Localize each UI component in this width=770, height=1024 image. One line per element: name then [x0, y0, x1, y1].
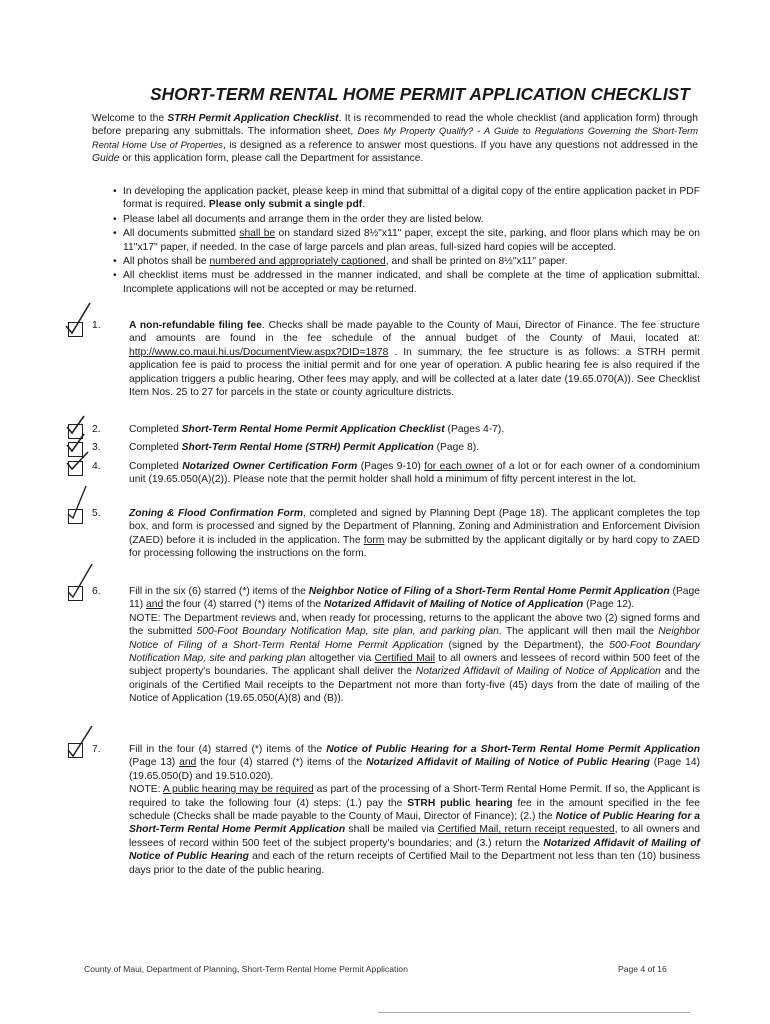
- item-text-run: may be submitted by the applicant digitally or by hard copy to ZAED for processing following the instructions on the form.: [129, 534, 700, 560]
- handwritten-check-icon: [62, 412, 102, 482]
- item-bold: Notarized Affidavit of Mailing of Notice of Application: [323, 599, 584, 611]
- item-text: [129, 441, 700, 454]
- bullet-item: [110, 255, 700, 268]
- handwritten-check-icon: [62, 562, 102, 602]
- note-bold: Notice of Public Hearing for a Short-Term Rental Home Permit Application: [129, 811, 700, 836]
- item-bold: Notarized Owner Certification Form: [182, 461, 358, 472]
- item-number: 3.: [92, 442, 101, 453]
- item-bold: A non-refundable filing fee: [129, 320, 262, 331]
- item-bold: Notice of Public Hearing for a Short-Term Rental Home Permit Application: [326, 744, 700, 755]
- item-number: 4.: [92, 461, 101, 472]
- item-underline: and: [179, 757, 197, 769]
- item-number: 6.: [92, 586, 101, 597]
- item-number: 5.: [92, 508, 101, 519]
- handwritten-check-icon: [62, 724, 102, 764]
- item-text: [129, 507, 700, 561]
- bullet-underline: shall be: [239, 228, 276, 240]
- footer-text: County of Maui, Department of Planning, Short-Term Rental Home Permit Application: [84, 964, 408, 974]
- note-underline: A public hearing may be required: [162, 784, 314, 796]
- bottom-rule: [378, 1012, 690, 1013]
- item-text-run: (Pages 9-10): [357, 461, 425, 472]
- bullet-bold: Please only submit a single pdf: [208, 199, 363, 211]
- intro-text: , is designed as a reference to answer most questions. If you have any questions not addressed in the: [222, 139, 698, 151]
- item-bold: Short-Term Rental Home Permit Application Checklist: [181, 424, 445, 435]
- item-text: [129, 319, 700, 399]
- item-bold: Zoning & Flood Confirmation Form: [129, 508, 303, 519]
- bullet-text: In developing the application packet, please keep in mind that submittal of a digital copy of the entire application packet in PDF format is required.: [123, 186, 700, 211]
- intro-text: Welcome to the: [92, 113, 168, 124]
- item-text-run: Completed: [129, 442, 182, 453]
- item-underline: form: [363, 534, 385, 546]
- bullet-icon: •: [113, 213, 117, 225]
- bullet-item: [110, 269, 700, 296]
- item-text-run: the four (4) starred (*) items of the: [163, 599, 324, 611]
- item-text-run: Fill in the six (6) starred (*) items of the: [129, 586, 309, 597]
- item-text-run: (Page 11): [129, 586, 700, 611]
- note-italic: Neighbor Notice of Filing of a Short-Term Rental Home Permit Application: [129, 626, 700, 651]
- item-text-run: (Page 13): [129, 757, 180, 769]
- bullet-icon: •: [113, 228, 117, 240]
- note-text: NOTE:: [129, 784, 163, 796]
- note-text: and the originals of the Certified Mail receipts to the Department not more than forty-five (45) days from the date of mailing of the Notice of Application (19.65.050(A)(8) and (B)).: [129, 666, 701, 705]
- item-number: 7.: [92, 744, 101, 755]
- fee-schedule-link[interactable]: http://www.co.maui.hi.us/DocumentView.aspx?DID=1878: [129, 346, 389, 358]
- bullet-text: All photos shall be: [123, 256, 210, 268]
- item-text-run: (Page 12).: [583, 599, 635, 611]
- item-text-run: (Page 8).: [433, 442, 479, 453]
- bullet-text: , and shall be printed on 8½"x11" paper.: [385, 256, 568, 268]
- item-number: 2.: [92, 424, 101, 435]
- item-bold: Notarized Affidavit of Mailing of Notice of Public Hearing: [366, 757, 650, 769]
- intro-text: . It is recommended to read the whole checklist (and application form) through before preparing any submittals. The information sheet,: [92, 113, 698, 138]
- note-italic: 500-Foot Boundary Notification Map, site and parking plan: [129, 639, 701, 665]
- item-text-run: (Page 14) (19.65.050(D) and 19.510.020).: [129, 757, 700, 782]
- item-text: [129, 743, 700, 877]
- handwritten-check-icon: [62, 484, 102, 524]
- item-text-run: . Checks shall be made payable to the County of Maui, Director of Finance. The fee structure and amounts are found in the fee schedule of the annual budget of the County of Maui, located at:: [129, 320, 700, 345]
- item-text-run: Fill in the four (4) starred (*) items of the: [129, 744, 327, 755]
- bullet-icon: •: [113, 270, 117, 282]
- item-text-run: . In summary, the fee structure is as follows: a STRH permit application fee is paid to process the initial permit and for one year of operation. A public hearing fee is also required if the application triggers a public hearing. Other fees may apply, and will be collected at a later date (19.65.070(A)). See Checklist Item Nos. 25 to 27 for parcels in the state or county agriculture districts.: [129, 346, 700, 399]
- note-italic: 500-Foot Boundary Notification Map, site plan, and parking plan: [196, 626, 499, 638]
- note-text: NOTE: The Department reviews and, when ready for processing, returns to the applicant the above two (2) signed forms and the submitted: [129, 612, 700, 638]
- note-text: . The applicant will then mail the: [498, 626, 659, 638]
- note-text: to all owners and lessees of record within 500 feet of the subject property's boundaries. The applicant shall deliver the: [129, 653, 700, 678]
- bullet-text: .: [362, 199, 366, 211]
- note-text: altogether via: [305, 653, 375, 665]
- bullet-text: on standard sized 8½"x11" paper, except the site, parking, and floor plans which may be on 11"x17" paper, if needed. In the case of large parcels and plan areas, full-sized hard copies will be accepted.: [123, 228, 700, 253]
- note-underline: Certified Mail, return receipt requested: [437, 824, 615, 836]
- bullet-icon: •: [113, 186, 117, 197]
- item-number: 1.: [92, 320, 101, 331]
- item-bold: Neighbor Notice of Filing of a Short-Term Rental Home Permit Application: [308, 586, 670, 597]
- note-text: , to all owners and lessees of record within 500 feet of the subject property's boundaries; and (3.) return the: [129, 824, 700, 849]
- page-title: SHORT-TERM RENTAL HOME PERMIT APPLICATION CHECKLIST: [150, 84, 690, 104]
- item-text-run: Completed: [129, 424, 182, 435]
- bullet-icon: •: [113, 256, 117, 268]
- intro-emphasis: STRH Permit Application Checklist: [167, 113, 339, 124]
- item-text: [129, 585, 700, 706]
- bullet-item: [110, 185, 700, 212]
- note-text: and each of the return receipts of Certified Mail to the Department not less than ten (10) business days prior to the date of the public hearing.: [129, 851, 700, 876]
- item-text-run: , completed and signed by Planning Dept (Page 18). The applicant completes the top box, and form is processed and signed by the Department of Planning, Zoning and Administration and Enforcement Division (ZAED) before it is included in the application. The: [129, 508, 701, 546]
- bullet-text: All documents submitted: [123, 228, 240, 240]
- intro-text: or this application form, please call the Department for assistance.: [119, 153, 424, 165]
- item-text: [129, 460, 700, 487]
- item-text-run: the four (4) starred (*) items of the: [196, 757, 367, 769]
- handwritten-check-icon: [60, 300, 100, 340]
- note-text: fee in the amount specified in the fee schedule (Checks shall be made payable to the County of Maui, Director of Finance); (2.) the: [129, 797, 701, 823]
- guide-ref: Guide: [92, 153, 120, 165]
- note-text: (signed by the Department), the: [443, 639, 610, 651]
- bullet-item: [110, 227, 700, 254]
- item-text: [129, 423, 700, 436]
- note-italic: Notarized Affidavit of Mailing of Notice of Application: [415, 666, 661, 678]
- intro-paragraph: [92, 112, 698, 166]
- instruction-bullets: [110, 185, 700, 297]
- item-text-run: of a lot or for each owner of a condominium unit (19.65.050(A)(2)). Please note that the permit holder shall hold a minimum of fifty percent interest in the lot.: [129, 461, 700, 486]
- bullet-item: [110, 213, 700, 226]
- note-bold: Notarized Affidavit of Mailing of Notice of Public Hearing: [129, 837, 700, 863]
- bullet-underline: numbered and appropriately captioned: [209, 256, 386, 268]
- guide-title: Does My Property Qualify? - A Guide to Regulations Governing the Short-Term Rental Home Use of Properties: [92, 126, 698, 150]
- item-text-run: Completed: [129, 461, 183, 472]
- bullet-text: All checklist items must be addressed in the manner indicated, and shall be complete at the time of application submittal. Incomplete applications will not be accepted or may be returned.: [123, 270, 700, 295]
- page-number: Page 4 of 16: [618, 964, 667, 974]
- item-underline: for each owner: [424, 461, 494, 472]
- item-bold: Short-Term Rental Home (STRH) Permit Application: [181, 442, 434, 453]
- note-bold: STRH public hearing: [407, 797, 513, 809]
- note-underline: Certified Mail: [374, 653, 436, 665]
- note-text: as part of the processing of a Short-Term Rental Home Permit. If so, the Applicant is required to take the following four (4) steps: (1.) pay the: [129, 784, 700, 809]
- item-underline: and: [145, 599, 164, 611]
- bullet-text: Please label all documents and arrange them in the order they are listed below.: [123, 213, 484, 225]
- item-text-run: (Pages 4-7).: [444, 424, 505, 435]
- note-text: shall be mailed via: [345, 824, 438, 836]
